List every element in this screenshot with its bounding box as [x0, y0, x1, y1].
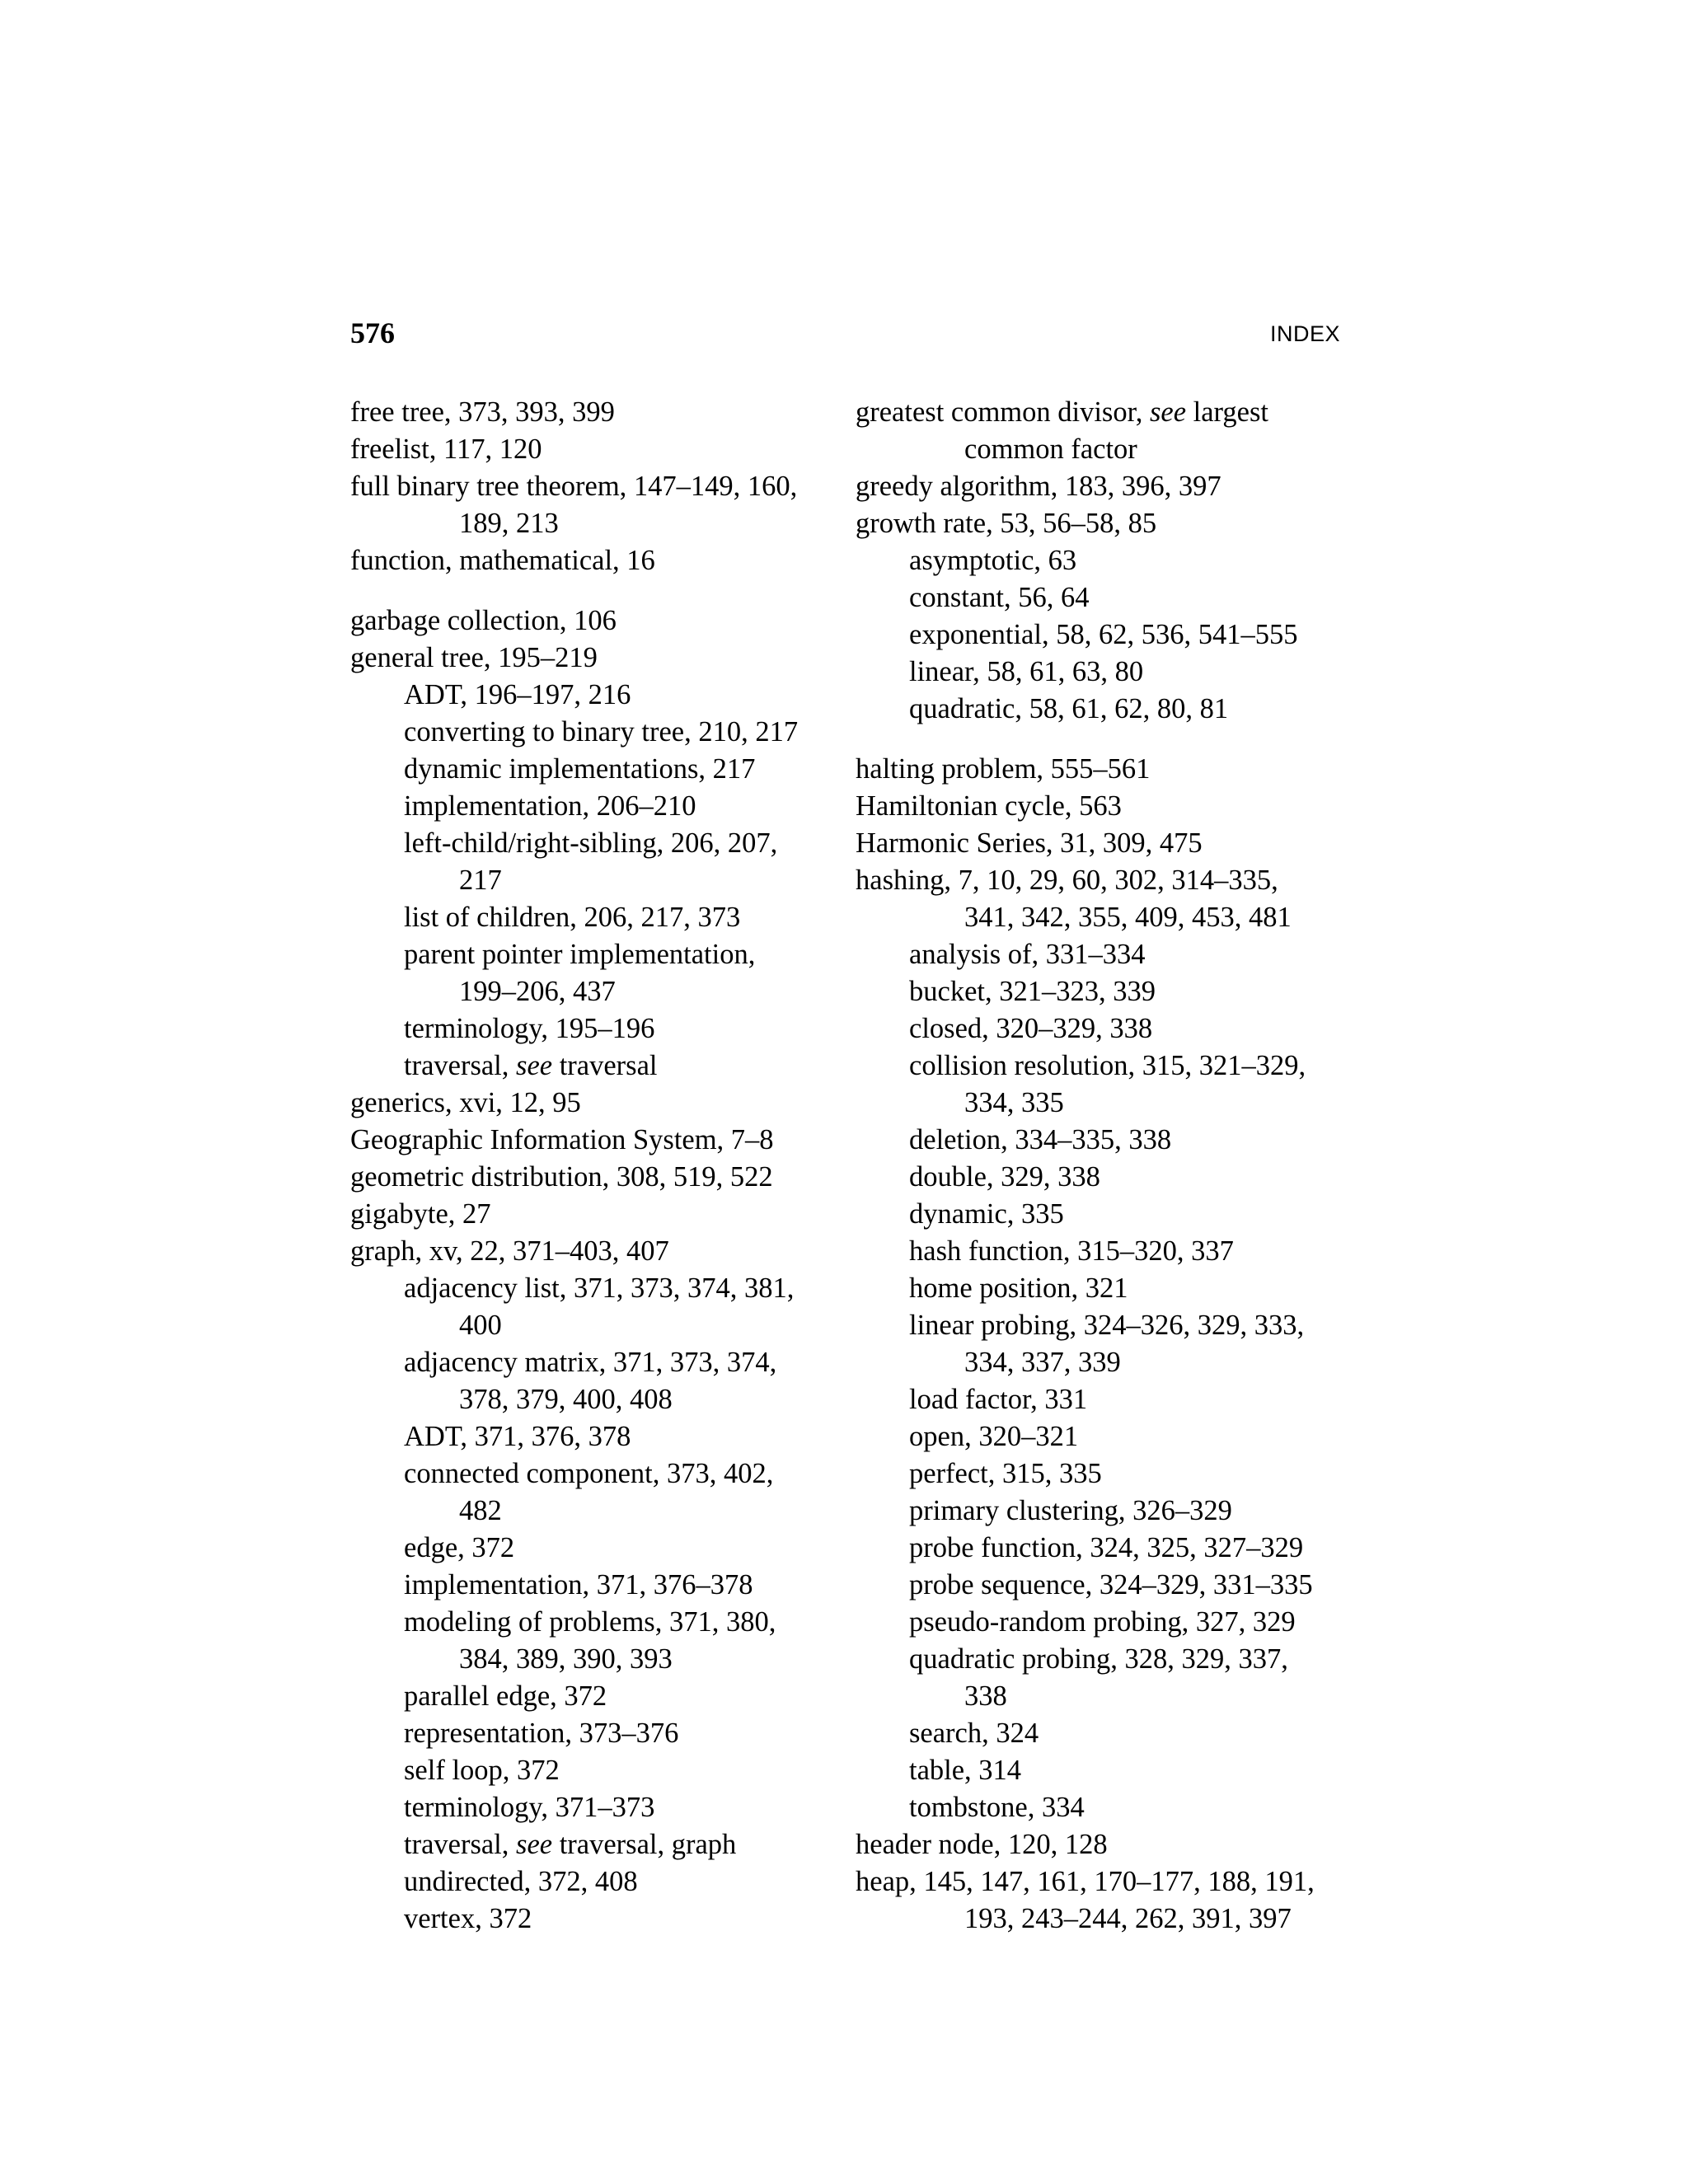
- see-reference: see: [516, 1829, 553, 1860]
- index-subentry: exponential, 58, 62, 536, 541–555: [909, 619, 1298, 650]
- index-subentry: adjacency matrix, 371, 373, 374,: [404, 1347, 777, 1378]
- index-subentry: collision resolution, 315, 321–329,: [909, 1050, 1306, 1081]
- index-subentry: adjacency list, 371, 373, 374, 381,: [404, 1272, 795, 1304]
- index-entry: gigabyte, 27: [350, 1198, 491, 1230]
- index-subentry: bucket, 321–323, 339: [909, 976, 1156, 1007]
- index-subentry: probe function, 324, 325, 327–329: [909, 1532, 1304, 1563]
- index-subentry: dynamic implementations, 217: [404, 753, 756, 785]
- index-entry: geometric distribution, 308, 519, 522: [350, 1161, 773, 1193]
- index-entry: header node, 120, 128: [856, 1829, 1108, 1860]
- index-subentry: terminology, 371–373: [404, 1792, 655, 1823]
- index-subentry: table, 314: [909, 1755, 1022, 1786]
- see-reference: see: [516, 1050, 553, 1081]
- index-subentry: self loop, 372: [404, 1755, 560, 1786]
- entry-text: traversal, graph: [552, 1829, 737, 1860]
- index-entry: graph, xv, 22, 371–403, 407: [350, 1235, 669, 1267]
- index-subentry: analysis of, 331–334: [909, 939, 1146, 970]
- index-subentry: search, 324: [909, 1718, 1039, 1749]
- index-subentry: vertex, 372: [404, 1903, 532, 1934]
- index-subentry: probe sequence, 324–329, 331–335: [909, 1569, 1313, 1601]
- index-subentry: linear probing, 324–326, 329, 333,: [909, 1310, 1305, 1341]
- index-subentry: implementation, 206–210: [404, 790, 696, 822]
- index-subentry: hash function, 315–320, 337: [909, 1235, 1234, 1267]
- index-entry: 341, 342, 355, 409, 453, 481: [964, 902, 1292, 933]
- index-subentry: modeling of problems, 371, 380,: [404, 1606, 776, 1638]
- index-entry: greedy algorithm, 183, 396, 397: [856, 471, 1221, 502]
- index-entry: generics, xvi, 12, 95: [350, 1087, 581, 1118]
- index-subentry: open, 320–321: [909, 1421, 1079, 1452]
- index-subentry: 338: [964, 1680, 1007, 1712]
- index-subentry: load factor, 331: [909, 1384, 1088, 1415]
- entry-text: traversal: [552, 1050, 658, 1081]
- entry-text: greatest common divisor,: [856, 396, 1150, 428]
- entry-text: traversal,: [404, 1050, 517, 1081]
- index-subentry: [350, 1047, 845, 1085]
- index-subentry: pseudo-random probing, 327, 329: [909, 1606, 1296, 1638]
- index-subentry: 378, 379, 400, 408: [459, 1384, 673, 1415]
- index-entry: hashing, 7, 10, 29, 60, 302, 314–335,: [856, 865, 1278, 896]
- index-subentry: parallel edge, 372: [404, 1680, 607, 1712]
- index-subentry: quadratic, 58, 61, 62, 80, 81: [909, 693, 1229, 724]
- page-number: 576: [350, 316, 395, 349]
- index-entry: freelist, 117, 120: [350, 434, 542, 465]
- index-subentry: converting to binary tree, 210, 217: [404, 716, 799, 748]
- index-entry: Harmonic Series, 31, 309, 475: [856, 827, 1203, 859]
- index-subentry: implementation, 371, 376–378: [404, 1569, 753, 1601]
- running-head: INDEX: [1269, 321, 1340, 346]
- index-entry: heap, 145, 147, 161, 170–177, 188, 191,: [856, 1866, 1315, 1897]
- index-subentry: 334, 337, 339: [964, 1347, 1121, 1378]
- index-subentry: list of children, 206, 217, 373: [404, 902, 741, 933]
- index-subentry: home position, 321: [909, 1272, 1128, 1304]
- index-subentry: ADT, 371, 376, 378: [404, 1421, 631, 1452]
- index-entry: growth rate, 53, 56–58, 85: [856, 508, 1157, 539]
- entry-text: traversal,: [404, 1829, 517, 1860]
- index-entry: [856, 394, 1350, 431]
- index-subentry: parent pointer implementation,: [404, 939, 756, 970]
- index-subentry: 400: [459, 1310, 502, 1341]
- index-subentry: perfect, 315, 335: [909, 1458, 1102, 1489]
- index-subentry: representation, 373–376: [404, 1718, 679, 1749]
- index-subentry: edge, 372: [404, 1532, 515, 1563]
- index-subentry: linear, 58, 61, 63, 80: [909, 656, 1144, 687]
- index-entry: Hamiltonian cycle, 563: [856, 790, 1122, 822]
- index-subentry: ADT, 196–197, 216: [404, 679, 631, 710]
- index-entry: full binary tree theorem, 147–149, 160,: [350, 471, 798, 502]
- index-entry: common factor: [964, 434, 1137, 465]
- index-entry: 193, 243–244, 262, 391, 397: [964, 1903, 1292, 1934]
- index-subentry: connected component, 373, 402,: [404, 1458, 774, 1489]
- entry-text: largest: [1186, 396, 1268, 428]
- index-subentry: left-child/right-sibling, 206, 207,: [404, 827, 778, 859]
- index-subentry: asymptotic, 63: [909, 545, 1077, 576]
- index-subentry: closed, 320–329, 338: [909, 1013, 1153, 1044]
- index-subentry: deletion, 334–335, 338: [909, 1124, 1172, 1155]
- index-column-left: [350, 394, 845, 1938]
- index-subentry: constant, 56, 64: [909, 582, 1090, 613]
- index-entry: 189, 213: [459, 508, 559, 539]
- see-reference: see: [1149, 396, 1187, 428]
- index-subentry: terminology, 195–196: [404, 1013, 655, 1044]
- index-entry: halting problem, 555–561: [856, 753, 1151, 785]
- index-subentry: 384, 389, 390, 393: [459, 1643, 673, 1675]
- index-entry: function, mathematical, 16: [350, 545, 655, 576]
- index-subentry: 217: [459, 865, 502, 896]
- index-entry: general tree, 195–219: [350, 642, 598, 673]
- index-subentry: primary clustering, 326–329: [909, 1495, 1232, 1526]
- index-entry: garbage collection, 106: [350, 605, 617, 636]
- index-subentry: dynamic, 335: [909, 1198, 1064, 1230]
- index-entry: free tree, 373, 393, 399: [350, 396, 615, 428]
- index-subentry: [350, 1826, 845, 1863]
- index-entry: Geographic Information System, 7–8: [350, 1124, 774, 1155]
- index-column-right: [856, 394, 1350, 1938]
- index-subentry: quadratic probing, 328, 329, 337,: [909, 1643, 1288, 1675]
- index-subentry: undirected, 372, 408: [404, 1866, 638, 1897]
- index-subentry: 334, 335: [964, 1087, 1064, 1118]
- index-subentry: tombstone, 334: [909, 1792, 1085, 1823]
- index-subentry: double, 329, 338: [909, 1161, 1100, 1193]
- index-subentry: 199–206, 437: [459, 976, 616, 1007]
- index-subentry: 482: [459, 1495, 502, 1526]
